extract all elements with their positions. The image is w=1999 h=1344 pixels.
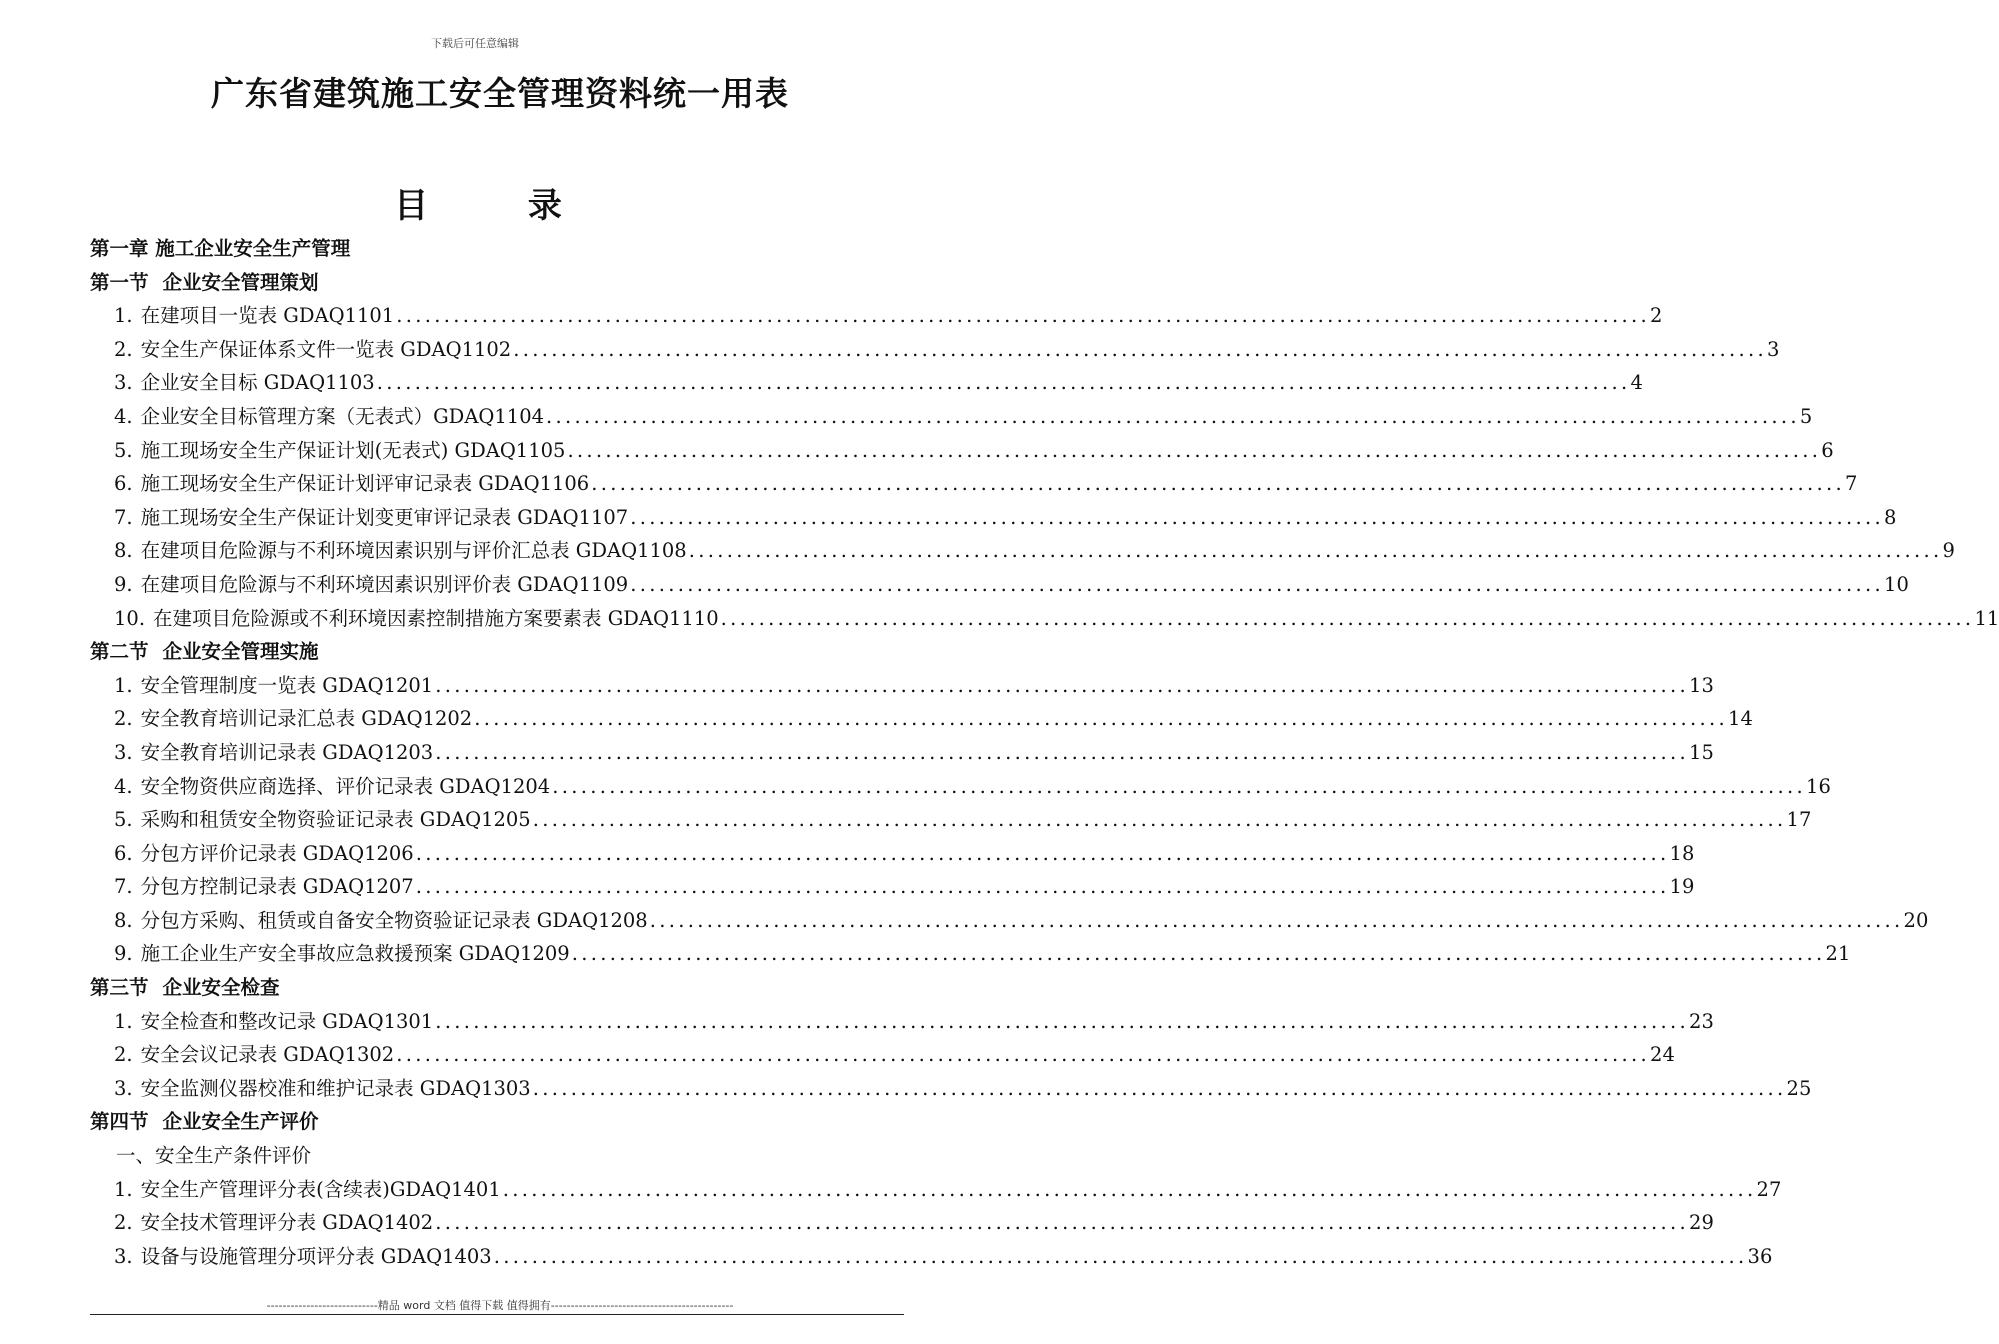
entry-page-number: 24: [1650, 1043, 1675, 1067]
entry-page-number: 9: [1942, 539, 1955, 563]
toc-entry[interactable]: [90, 467, 1858, 501]
toc-entry[interactable]: [90, 299, 1663, 333]
entry-title: 安全管理制度一览表 GDAQ1201: [140, 673, 434, 697]
entry-index: 7.: [114, 875, 133, 899]
section-title: 企业安全管理实施: [162, 640, 319, 664]
entry-index: 1.: [114, 1177, 133, 1201]
toc-entry[interactable]: [90, 736, 1714, 770]
entry-page-number: 17: [1786, 808, 1812, 832]
entry-title: 企业安全目标 GDAQ1103: [140, 371, 375, 395]
toc-entry[interactable]: [90, 669, 1714, 703]
entry-page-number: 27: [1756, 1177, 1782, 1201]
document-title: 广东省建筑施工安全管理资料统一用表: [211, 74, 789, 113]
section-title: 企业安全检查: [162, 976, 280, 1000]
dot-leader: [689, 534, 1943, 568]
entry-page-number: 7: [1845, 472, 1858, 496]
section-number: 第一节: [90, 270, 149, 294]
entry-index: 6.: [114, 841, 133, 865]
entry-page-number: 6: [1821, 438, 1834, 462]
dot-leader: [435, 1206, 1689, 1240]
entry-title: 安全监测仪器校准和维护记录表 GDAQ1303: [140, 1076, 531, 1100]
section-number: 第二节: [90, 640, 149, 664]
entry-index: 4.: [114, 774, 133, 798]
toc-entry[interactable]: [90, 1173, 1782, 1207]
entry-page-number: 5: [1799, 404, 1813, 428]
entry-index: 8.: [114, 539, 133, 563]
dot-leader: [721, 602, 1975, 636]
section-heading: [90, 971, 837, 1005]
toc-heading: 目 录: [394, 186, 606, 226]
entry-title: 安全物资供应商选择、评价记录表 GDAQ1204: [140, 774, 551, 798]
entry-title: 安全生产保证体系文件一览表 GDAQ1102: [140, 337, 512, 361]
dot-leader: [513, 333, 1767, 367]
toc-entry[interactable]: [90, 534, 1955, 568]
subsection-heading: 一、安全生产条件评价: [116, 1144, 312, 1168]
entry-title: 施工现场安全生产保证计划(无表式) GDAQ1105: [140, 438, 566, 462]
entry-page-number: 25: [1786, 1076, 1812, 1100]
dot-leader: [474, 702, 1728, 736]
toc-entry[interactable]: [90, 937, 1851, 971]
entry-title: 在建项目危险源与不利环境因素识别与评价汇总表 GDAQ1108: [140, 539, 687, 563]
entry-index: 9.: [114, 942, 133, 966]
entry-page-number: 14: [1728, 707, 1753, 731]
entry-title: 安全教育培训记录表 GDAQ1203: [140, 740, 434, 764]
entry-title: 施工现场安全生产保证计划评审记录表 GDAQ1106: [140, 472, 590, 496]
toc-entry[interactable]: [90, 434, 1834, 468]
entry-page-number: 10: [1884, 572, 1909, 596]
entry-page-number: 21: [1825, 942, 1851, 966]
entry-title: 安全会议记录表 GDAQ1302: [140, 1043, 395, 1067]
entry-index: 8.: [114, 908, 133, 932]
dot-leader: [416, 870, 1670, 904]
entry-index: 3.: [114, 371, 133, 395]
entry-page-number: 8: [1884, 505, 1897, 529]
entry-title: 安全教育培训记录汇总表 GDAQ1202: [140, 707, 473, 731]
page-footer: ----------------------------精品 word 文档 值得下载 值得拥有----------------------------------------------: [266, 1299, 734, 1312]
entry-title: 施工现场安全生产保证计划变更审评记录表 GDAQ1107: [140, 505, 629, 529]
entry-index: 2.: [114, 707, 133, 731]
toc-entry[interactable]: [90, 1240, 1773, 1274]
entry-title: 安全检查和整改记录 GDAQ1301: [140, 1009, 434, 1033]
entry-index: 5.: [114, 808, 133, 832]
toc-entry[interactable]: [90, 803, 1812, 837]
toc-entry[interactable]: [90, 501, 1897, 535]
dot-leader: [494, 1240, 1748, 1274]
dot-leader: [650, 904, 1904, 938]
entry-index: 1.: [114, 304, 133, 328]
entry-page-number: 29: [1689, 1211, 1714, 1235]
dot-leader: [396, 299, 1650, 333]
entry-index: 1.: [114, 673, 133, 697]
entry-page-number: 19: [1669, 875, 1695, 899]
dot-leader: [435, 669, 1689, 703]
toc-entry[interactable]: [90, 837, 1695, 871]
entry-index: 6.: [114, 472, 133, 496]
entry-page-number: 20: [1903, 908, 1929, 932]
entry-title: 安全生产管理评分表(含续表)GDAQ1401: [140, 1177, 501, 1201]
dot-leader: [546, 400, 1800, 434]
entry-index: 10.: [114, 606, 146, 630]
entry-page-number: 16: [1806, 774, 1831, 798]
entry-title: 施工企业生产安全事故应急救援预案 GDAQ1209: [140, 942, 570, 966]
dot-leader: [572, 937, 1826, 971]
entry-title: 设备与设施管理分项评分表 GDAQ1403: [140, 1244, 492, 1268]
entry-page-number: 18: [1669, 841, 1695, 865]
section-title: 企业安全管理策划: [162, 270, 319, 294]
entry-page-number: 23: [1689, 1009, 1714, 1033]
toc-entry[interactable]: [90, 568, 1909, 602]
entry-title: 分包方控制记录表 GDAQ1207: [140, 875, 414, 899]
entry-page-number: 2: [1650, 304, 1663, 328]
toc-entry[interactable]: [90, 1072, 1812, 1106]
toc-entry[interactable]: [90, 602, 1999, 636]
chapter-heading: 第一章 施工企业安全生产管理: [90, 237, 351, 260]
section-title: 企业安全生产评价: [162, 1110, 319, 1134]
entry-title: 企业安全目标管理方案（无表式）GDAQ1104: [140, 404, 545, 428]
dot-leader: [435, 1005, 1689, 1039]
dot-leader: [416, 837, 1670, 871]
section-number: 第四节: [90, 1110, 149, 1134]
entry-index: 4.: [114, 404, 133, 428]
entry-index: 3.: [114, 740, 133, 764]
entry-index: 2.: [114, 337, 133, 361]
entry-page-number: 36: [1747, 1244, 1773, 1268]
toc-entry[interactable]: [90, 1005, 1714, 1039]
entry-index: 5.: [114, 438, 133, 462]
entry-title: 分包方采购、租赁或自备安全物资验证记录表 GDAQ1208: [140, 908, 648, 932]
toc-entry[interactable]: [90, 333, 1780, 367]
section-heading: [90, 266, 837, 300]
toc-entry[interactable]: [90, 1038, 1675, 1072]
dot-leader: [552, 770, 1806, 804]
dot-leader: [435, 736, 1689, 770]
entry-title: 在建项目危险源与不利环境因素识别评价表 GDAQ1109: [140, 572, 629, 596]
entry-page-number: 3: [1767, 337, 1780, 361]
entry-title: 安全技术管理评分表 GDAQ1402: [140, 1211, 434, 1235]
toc-entry[interactable]: [90, 904, 1929, 938]
dot-leader: [630, 501, 1884, 535]
section-heading: [90, 635, 837, 669]
toc-entry[interactable]: [90, 400, 1813, 434]
entry-index: 1.: [114, 1009, 133, 1033]
dot-leader: [503, 1173, 1757, 1207]
entry-title: 在建项目一览表 GDAQ1101: [140, 304, 395, 328]
dot-leader: [377, 366, 1631, 400]
dot-leader: [396, 1038, 1650, 1072]
entry-index: 7.: [114, 505, 133, 529]
entry-index: 3.: [114, 1244, 133, 1268]
dot-leader: [591, 467, 1845, 501]
entry-index: 2.: [114, 1043, 133, 1067]
table-of-contents: [90, 232, 1999, 1273]
entry-index: 9.: [114, 572, 133, 596]
toc-entry[interactable]: [90, 870, 1695, 904]
section-heading: [90, 1105, 837, 1139]
dot-leader: [630, 568, 1884, 602]
entry-page-number: 15: [1689, 740, 1714, 764]
dot-leader: [533, 803, 1787, 837]
entry-page-number: 13: [1689, 673, 1714, 697]
footer-divider: [90, 1314, 904, 1315]
entry-index: 2.: [114, 1211, 133, 1235]
toc-entry[interactable]: [90, 770, 1831, 804]
entry-title: 在建项目危险源或不利环境因素控制措施方案要素表 GDAQ1110: [153, 606, 719, 630]
entry-title: 采购和租赁安全物资验证记录表 GDAQ1205: [140, 808, 531, 832]
entry-page-number: 4: [1630, 371, 1643, 395]
page-header: 下载后可任意编辑: [431, 37, 519, 50]
dot-leader: [533, 1072, 1787, 1106]
section-number: 第三节: [90, 976, 149, 1000]
dot-leader: [567, 434, 1821, 468]
entry-index: 3.: [114, 1076, 133, 1100]
entry-page-number: 11: [1974, 606, 1999, 630]
toc-entry[interactable]: [90, 702, 1753, 736]
entry-title: 分包方评价记录表 GDAQ1206: [140, 841, 414, 865]
toc-entry[interactable]: [90, 366, 1643, 400]
toc-entry[interactable]: [90, 1206, 1714, 1240]
